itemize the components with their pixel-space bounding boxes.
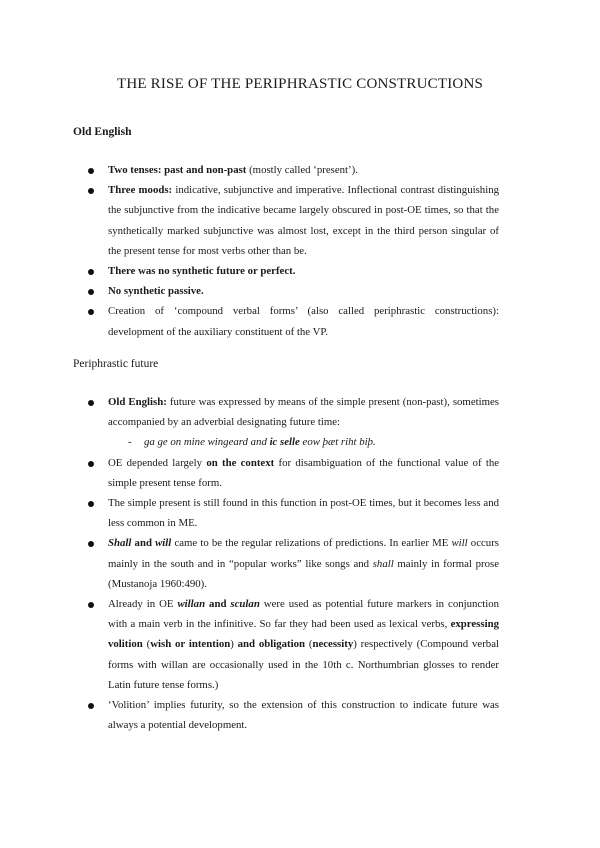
list-item: The simple present is still found in this function in post-OE times, but it becomes less and less common in ME. [0, 493, 499, 533]
page-title: THE RISE OF THE PERIPHRASTIC CONSTRUCTIONS [116, 76, 484, 92]
list-item: Creation of ‘compound verbal forms’ (also called periphrastic constructions): development of the auxiliary constituent of the VP. [0, 301, 499, 341]
list-item: Shall and will came to be the regular relizations of predictions. In earlier ME will occurs mainly in the south and in “popular works” like songs and shall mainly in formal prose (Mustanoja 1960:490). [0, 533, 499, 594]
list-item: OE depended largely on the context for disambiguation of the functional value of the simple present tense form. [0, 453, 499, 493]
list-item: Already in OE willan and sculan were used as potential future markers in conjunction with a main verb in the infinitive. So far they had been used as lexical verbs, expressing volition (wish or intention) and obligation (necessity) respectively (Compound verbal forms with willan are occasionally used in the 10th c. Northumbrian glosses to render Latin future tense forms.) [0, 594, 499, 695]
example-sentence: - ga ge on mine wingeard and ic selle eow þæt riht biþ. [108, 432, 499, 452]
old-english-list [0, 160, 499, 342]
list-item: Two tenses: past and non-past (mostly called ‘present’). [0, 160, 499, 180]
section-heading-old-english: Old English [73, 126, 132, 138]
list-item: Old English: future was expressed by means of the simple present (non-past), sometimes accompanied by an adverbial designating future time: - ga ge on mine wingeard and ic selle eow þæt riht biþ. [0, 392, 499, 453]
list-item: ‘Volition’ implies futurity, so the extension of this construction to indicate future was always a potential development. [0, 695, 499, 735]
list-item: Three moods: indicative, subjunctive and imperative. Inflectional contrast distinguishing the subjunctive from the indicative became largely obscured in post-OE times, so that the synthetically marked subjunctive was almost lost, except in the third person singular of the present tense for most verbs other than be. [0, 180, 499, 261]
list-item: There was no synthetic future or perfect. [0, 261, 499, 281]
section-heading-periphrastic-future: Periphrastic future [73, 358, 159, 370]
list-item: No synthetic passive. [0, 281, 499, 301]
periphrastic-future-list [0, 392, 499, 735]
